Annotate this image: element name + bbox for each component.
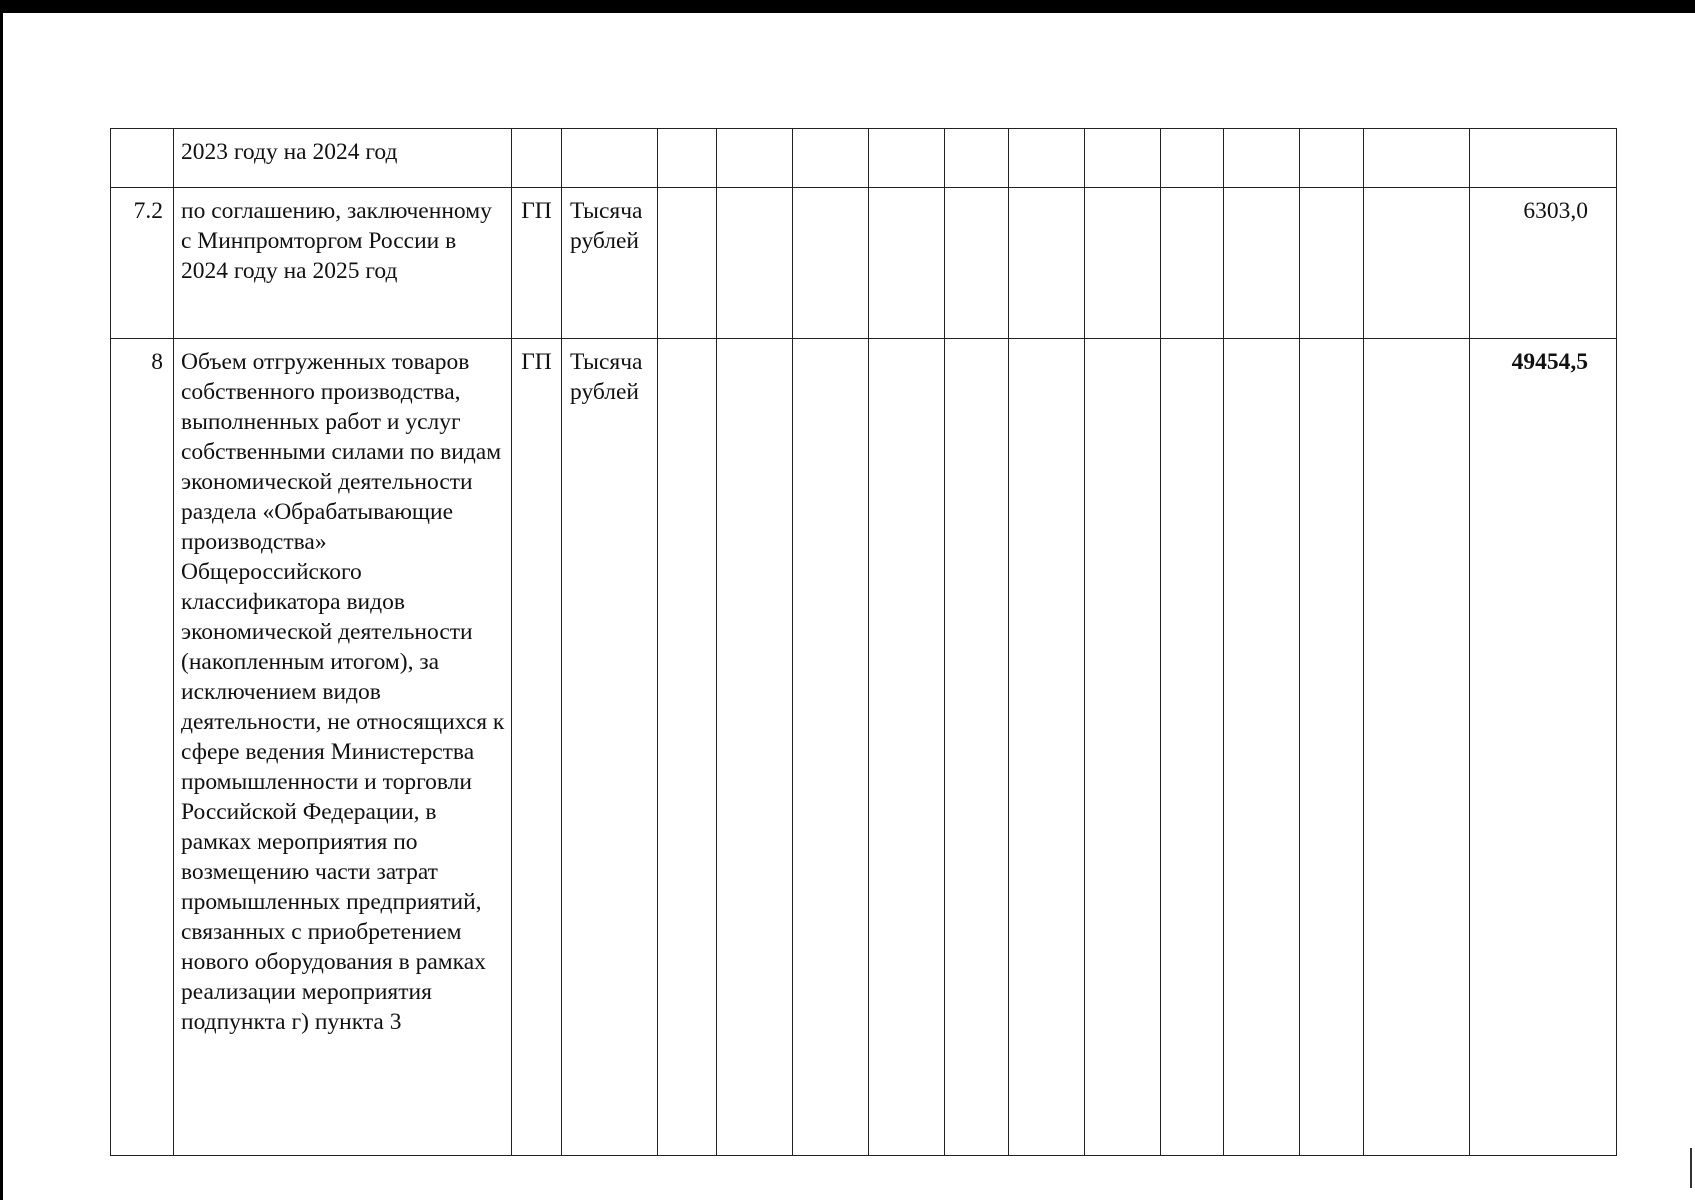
indicator-table (110, 128, 1617, 1156)
unit-cell: Тысяча рублей (562, 339, 658, 1156)
row-number: 7.2 (111, 188, 174, 339)
source-cell: ГП (512, 339, 562, 1156)
table-row (111, 188, 1617, 339)
empty-cell (1161, 129, 1224, 188)
empty-cell (1300, 129, 1364, 188)
scan-top-border (0, 0, 1695, 13)
empty-cell (1085, 188, 1161, 339)
empty-cell (717, 339, 793, 1156)
unit-cell (562, 129, 658, 188)
row-number: 8 (111, 339, 174, 1156)
empty-cell (869, 339, 945, 1156)
unit-cell: Тысяча рублей (562, 188, 658, 339)
empty-cell (658, 188, 717, 339)
empty-cell (1085, 129, 1161, 188)
empty-cell (1364, 339, 1470, 1156)
source-cell: ГП (512, 188, 562, 339)
empty-cell (1161, 339, 1224, 1156)
empty-cell (658, 129, 717, 188)
scan-edge-mark (1690, 1148, 1692, 1188)
scan-left-border (0, 0, 3, 1200)
empty-cell (717, 129, 793, 188)
empty-cell (945, 188, 1009, 339)
empty-cell (658, 339, 717, 1156)
empty-cell (1224, 129, 1300, 188)
table-row (111, 339, 1617, 1156)
row-number (111, 129, 174, 188)
source-cell (512, 129, 562, 188)
table-row (111, 129, 1617, 188)
empty-cell (717, 188, 793, 339)
indicator-name: по соглашению, заключенному с Минпромторгом России в 2024 году на 2025 год (174, 188, 512, 339)
empty-cell (1009, 188, 1085, 339)
empty-cell (1009, 129, 1085, 188)
empty-cell (945, 129, 1009, 188)
empty-cell (869, 188, 945, 339)
empty-cell (869, 129, 945, 188)
empty-cell (1364, 188, 1470, 339)
indicator-name: 2023 году на 2024 год (174, 129, 512, 188)
empty-cell (1009, 339, 1085, 1156)
empty-cell (1224, 188, 1300, 339)
empty-cell (945, 339, 1009, 1156)
value-cell: 6303,0 (1470, 188, 1617, 339)
empty-cell (1364, 129, 1470, 188)
empty-cell (1224, 339, 1300, 1156)
value-cell: 49454,5 (1470, 339, 1617, 1156)
indicator-name: Объем отгруженных товаров собственного производства, выполненных работ и услуг собственными силами по видам экономической деятельности раздела «Обрабатывающие производства» Общероссийского классификатора видов экономической деятельности (накопленным итогом), за исключением видов деятельности, не относящихся к сфере ведения Министерства промышленности и торговли Российской Федерации, в рамках мероприятия по возмещению части затрат промышленных предприятий, связанных с приобретением нового оборудования в рамках реализации мероприятия подпункта г) пункта 3 (174, 339, 512, 1156)
value-cell (1470, 129, 1617, 188)
empty-cell (793, 339, 869, 1156)
empty-cell (793, 188, 869, 339)
empty-cell (1161, 188, 1224, 339)
empty-cell (1300, 339, 1364, 1156)
empty-cell (793, 129, 869, 188)
empty-cell (1085, 339, 1161, 1156)
empty-cell (1300, 188, 1364, 339)
